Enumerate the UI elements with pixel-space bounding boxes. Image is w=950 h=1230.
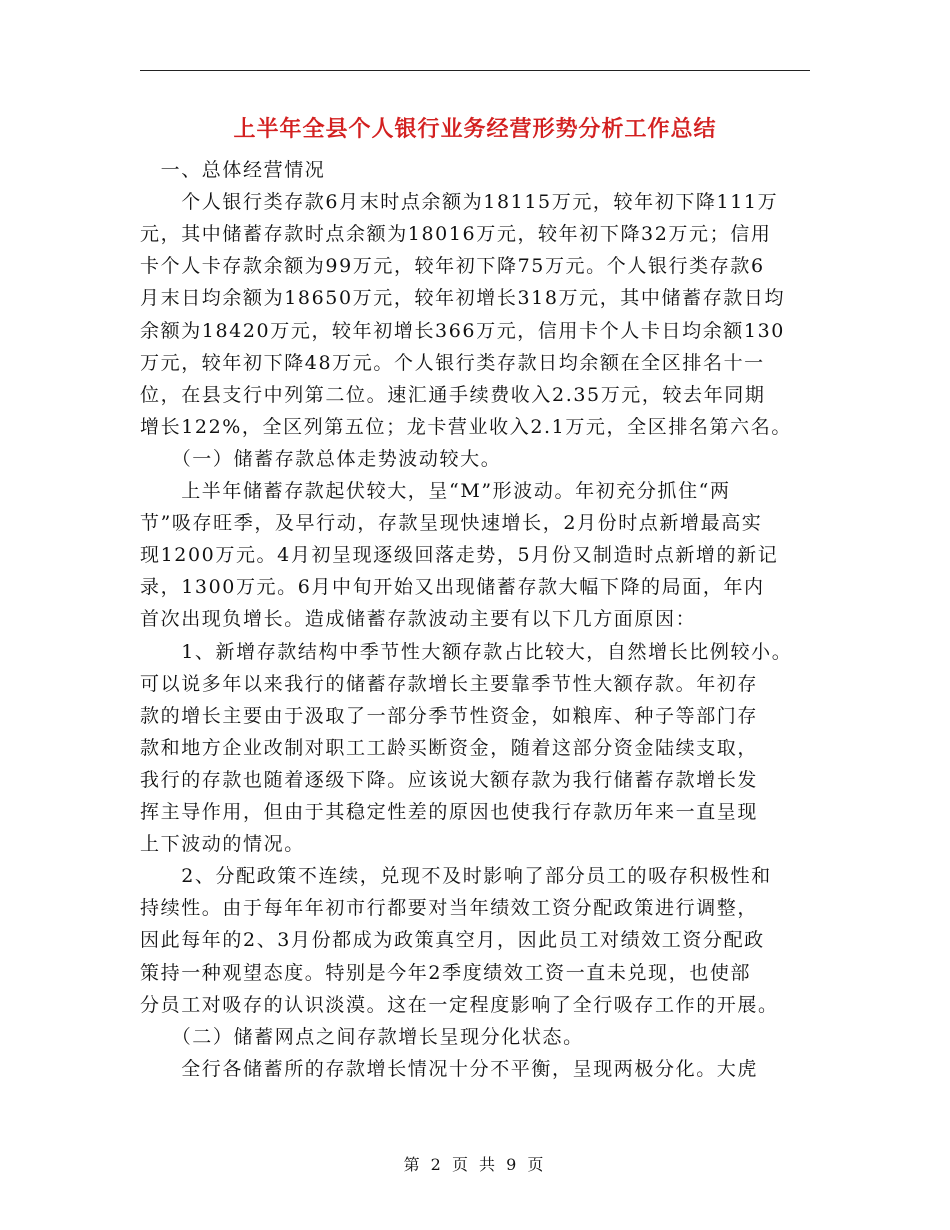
paragraph-line: 节”吸存旺季，及早行动，存款呈现快速增长，2月份时点新增最高实 [140, 512, 763, 535]
paragraph-line: 挥主导作用，但由于其稳定性差的原因也使我行存款历年来一直呈现 [140, 801, 759, 823]
paragraph-line: 我行的存款也随着逐级下降。应该说大额存款为我行储蓄存款增长发 [140, 768, 759, 791]
paragraph-line: 上下波动的情况。 [140, 833, 305, 856]
paragraph-line: （一）储蓄存款总体走势波动较大。 [140, 447, 502, 470]
paragraph-line: 增长122%，全区列第五位；龙卡营业收入2.1万元，全区排名第六名。 [140, 415, 792, 438]
paragraph-line: 款和地方企业改制对职工工龄买断资金，随着这部分资金陆续支取， [140, 736, 759, 759]
paragraph-line: 款的增长主要由于汲取了一部分季节性资金，如粮库、种子等部门存 [140, 704, 759, 727]
paragraph-line: 2、分配政策不连续，兑现不及时影响了部分员工的吸存积极性和 [140, 865, 772, 888]
paragraph-line: 一、总体经营情况 [140, 159, 326, 181]
paragraph-line: 因此每年的2、3月份都成为政策真空月，因此员工对绩效工资分配政 [140, 929, 765, 952]
paragraph-line: （二）储蓄网点之间存款增长呈现分化状态。 [140, 1025, 584, 1048]
paragraph-line: 万元，较年初下降48万元。个人银行类存款日均余额在全区排名十一 [140, 351, 765, 374]
paragraph-line: 元，其中储蓄存款时点余额为18016万元，较年初下降32万元；信用 [140, 223, 772, 246]
document-title: 上半年全县个人银行业务经营形势分析工作总结 [233, 117, 717, 142]
paragraph-line: 1、新增存款结构中季节性大额存款占比较大，自然增长比例较小。 [140, 640, 793, 663]
page-number-footer: 第 2 页 共 9 页 [403, 1155, 547, 1174]
paragraph-line: 分员工对吸存的认识淡漠。这在一定程度影响了全行吸存工作的开展。 [140, 993, 779, 1016]
header-rule [140, 70, 810, 71]
paragraph-line: 策持一种观望态度。特别是今年2季度绩效工资一直未兑现，也使部 [140, 961, 752, 984]
paragraph-line: 月末日均余额为18650万元，较年初增长318万元，其中储蓄存款日均 [140, 287, 786, 310]
paragraph-line: 卡个人卡存款余额为99万元，较年初下降75万元。个人银行类存款6 [140, 255, 765, 278]
paragraph-line: 全行各储蓄所的存款增长情况十分不平衡，呈现两极分化。大虎 [140, 1057, 759, 1080]
paragraph-line: 持续性。由于每年年初市行都要对当年绩效工资分配政策进行调整， [140, 897, 759, 920]
paragraph-line: 位，在县支行中列第二位。速汇通手续费收入2.35万元，较去年同期 [140, 383, 766, 406]
paragraph-line: 余额为18420万元，较年初增长366万元，信用卡个人卡日均余额130 [140, 319, 785, 342]
paragraph-line: 现1200万元。4月初呈现逐级回落走势，5月份又制造时点新增的新记 [140, 544, 779, 567]
paragraph-line: 录，1300万元。6月中旬开始又出现储蓄存款大幅下降的局面，年内 [140, 576, 765, 599]
paragraph-line: 上半年储蓄存款起伏较大，呈“M”形波动。年初充分抓住“两 [140, 480, 731, 502]
paragraph-line: 个人银行类存款6月末时点余额为18115万元，较年初下降111万 [140, 191, 779, 214]
paragraph-line: 首次出现负增长。造成储蓄存款波动主要有以下几方面原因： [140, 608, 697, 631]
paragraph-line: 可以说多年以来我行的储蓄存款增长主要靠季节性大额存款。年初存 [140, 672, 759, 695]
